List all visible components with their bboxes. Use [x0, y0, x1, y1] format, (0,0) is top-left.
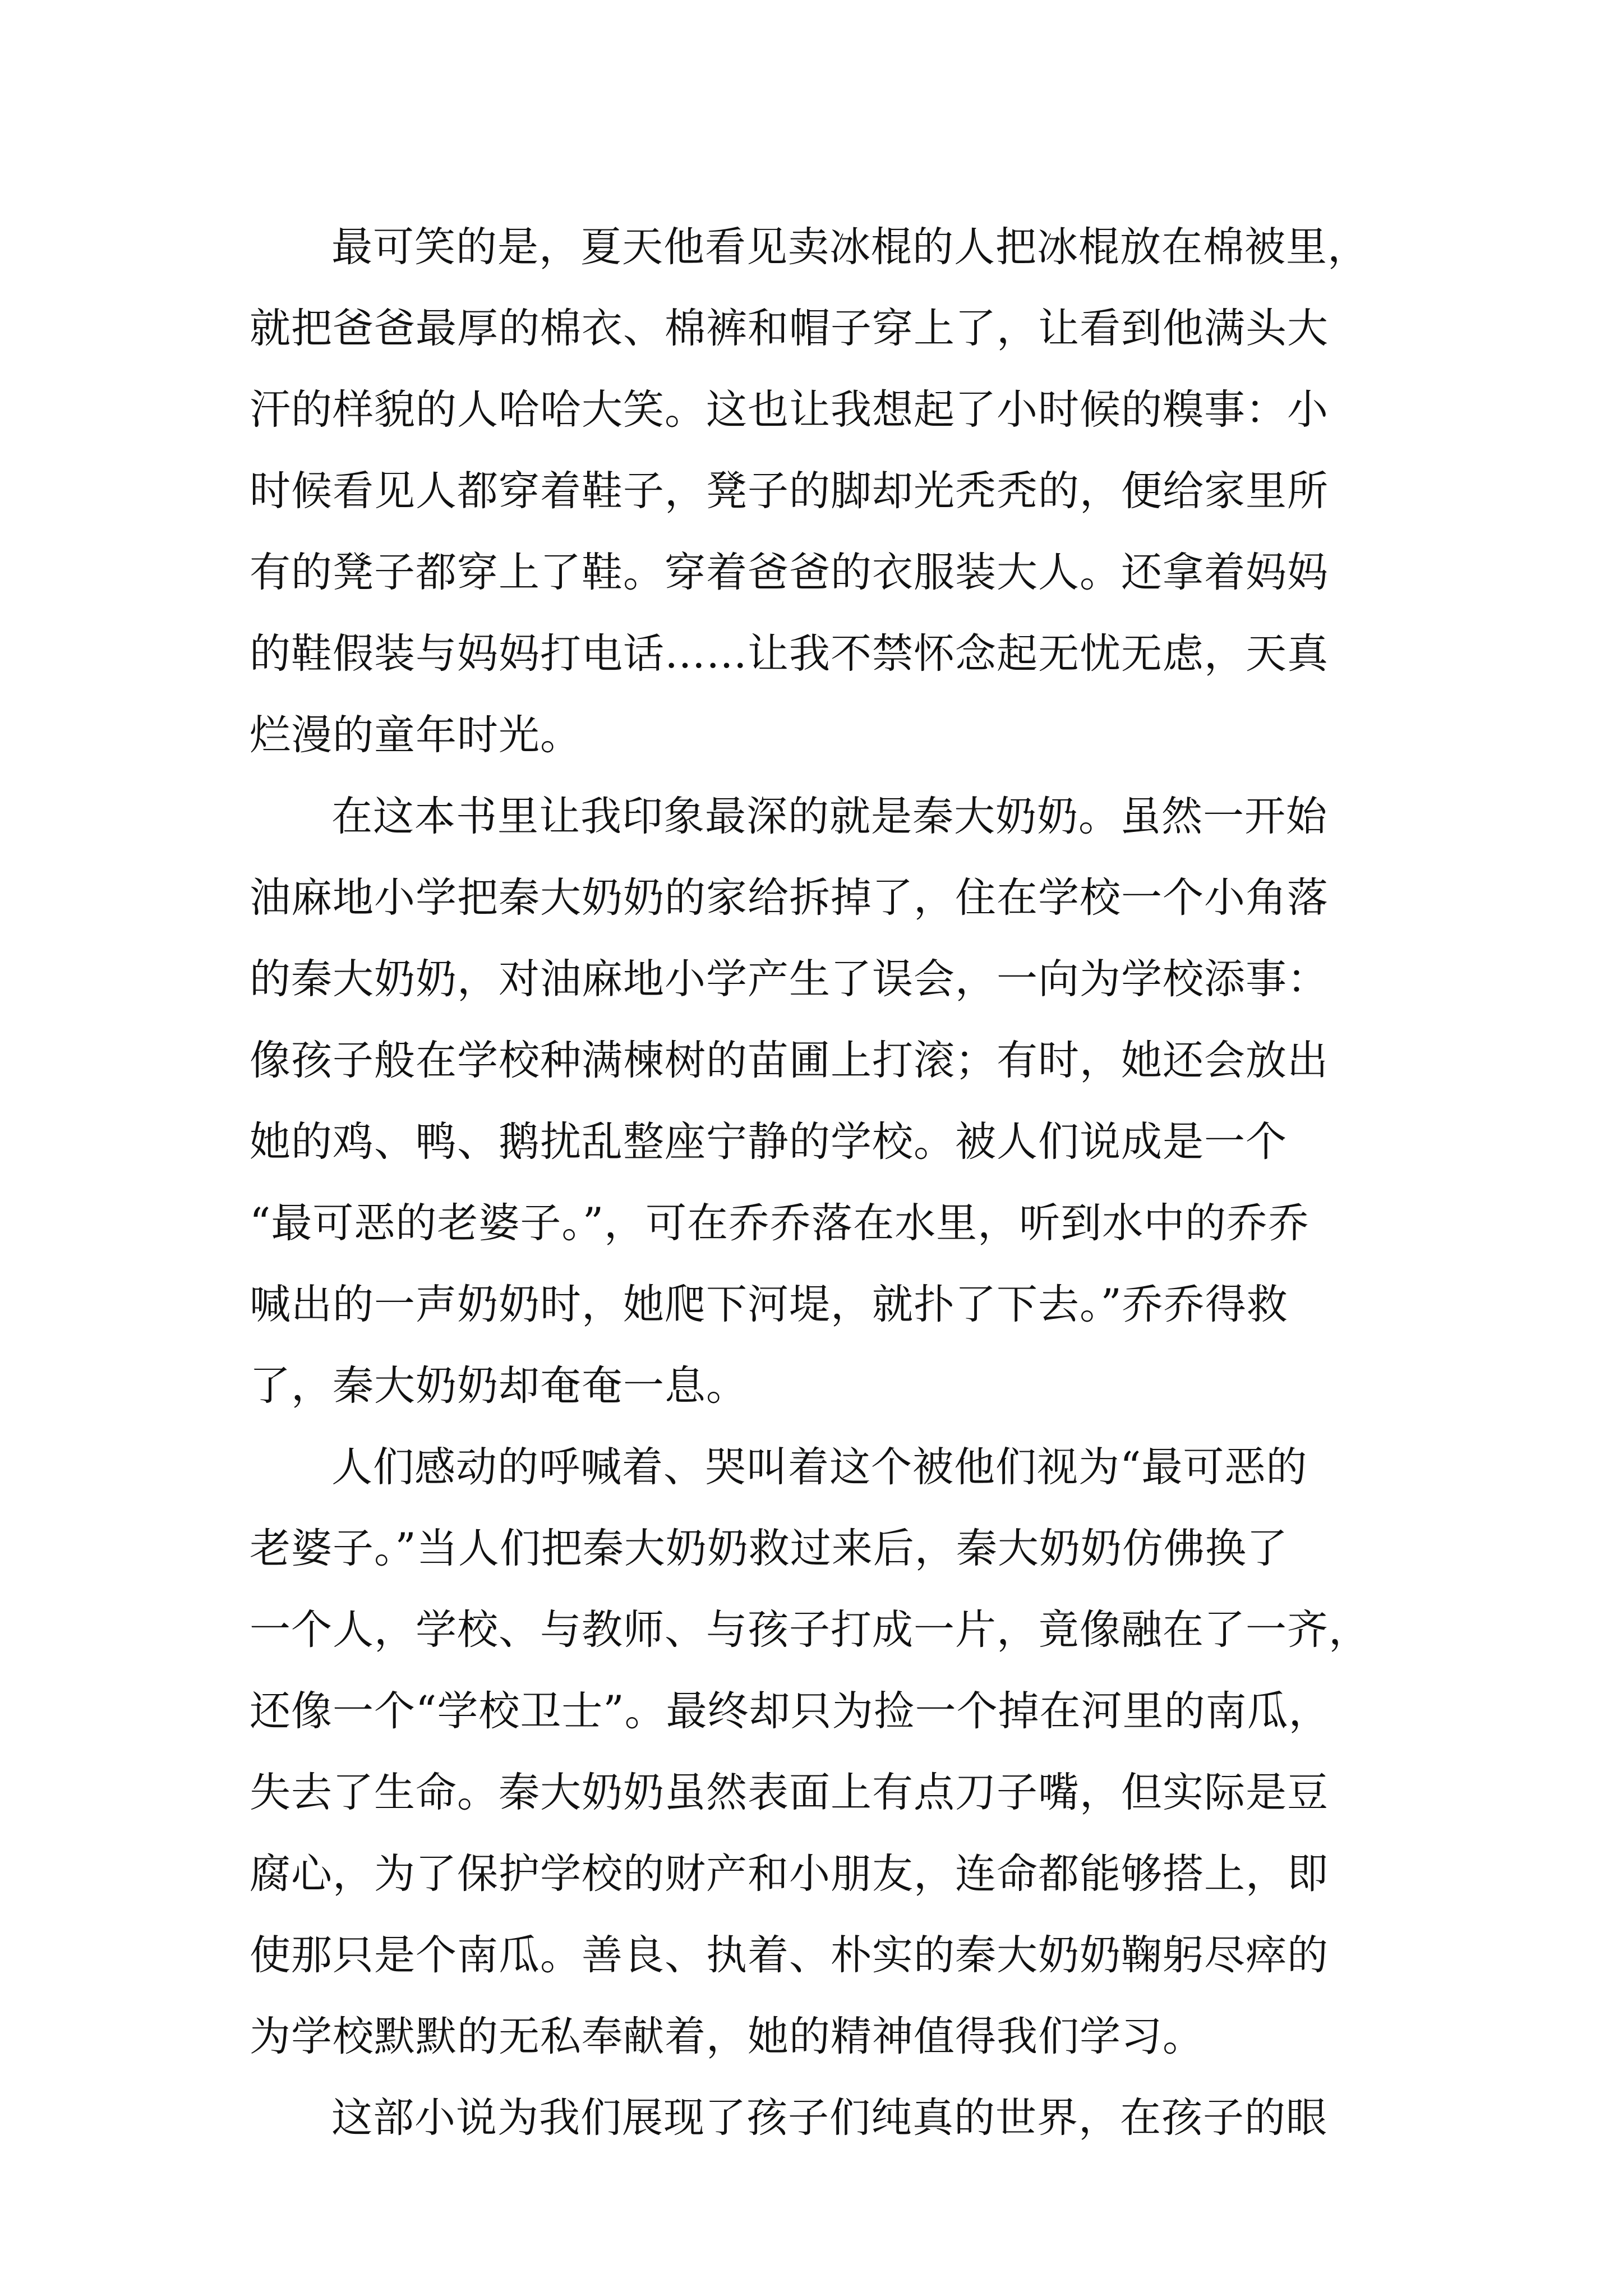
paragraph-1-line-6: 的鞋假装与妈妈打电话……让我不禁怀念起无忧无虑，天真	[250, 630, 1329, 678]
paragraph-2-line-7: 喊出的一声奶奶时，她爬下河堤，就扑了下去。”乔乔得救	[250, 1281, 1288, 1328]
paragraph-3-line-3: 一个人，学校、与教师、与孩子打成一片，竟像融在了一齐，	[250, 1606, 1370, 1654]
paragraph-2-line-3: 的秦大奶奶，对油麻地小学产生了误会，一向为学校添事：	[250, 955, 1329, 1003]
paragraph-3-line-5: 失去了生命。秦大奶奶虽然表面上有点刀子嘴，但实际是豆	[250, 1769, 1329, 1816]
paragraph-1-line-3: 汗的样貌的人哈哈大笑。这也让我想起了小时候的糗事：小	[250, 386, 1329, 434]
body-text	[250, 206, 1394, 2159]
paragraph-3-line-2: 老婆子。”当人们把秦大奶奶救过来后，秦大奶奶仿佛换了	[250, 1525, 1288, 1572]
paragraph-3-line-4: 还像一个“学校卫士”。最终却只为捡一个掉在河里的南瓜，	[250, 1687, 1330, 1735]
paragraph-1-line-7: 烂漫的童年时光。	[250, 711, 582, 759]
paragraph-3-line-7: 使那只是个南瓜。善良、执着、朴实的秦大奶奶鞠躬尽瘁的	[250, 1931, 1329, 1979]
paragraph-2-line-6: “最可恶的老婆子。”，可在乔乔落在水里，听到水中的乔乔	[250, 1199, 1310, 1247]
paragraph-1-line-5: 有的凳子都穿上了鞋。穿着爸爸的衣服装大人。还拿着妈妈	[250, 549, 1329, 596]
paragraph-2-line-1: 在这本书里让我印象最深的就是秦大奶奶。虽然一开始	[331, 793, 1327, 840]
paragraph-1-line-1: 最可笑的是，夏天他看见卖冰棍的人把冰棍放在棉被里，	[331, 223, 1369, 271]
paragraph-2-line-2: 油麻地小学把秦大奶奶的家给拆掉了，住在学校一个小角落	[250, 874, 1329, 922]
paragraph-3-line-8: 为学校默默的无私奉献着，她的精神值得我们学习。	[250, 2013, 1204, 2060]
paragraph-2-line-4: 像孩子般在学校种满楝树的苗圃上打滚；有时，她还会放出	[250, 1037, 1329, 1084]
paragraph-3-line-1: 人们感动的呼喊着、哭叫着这个被他们视为“最可恶的	[331, 1443, 1308, 1491]
paragraph-4-line-1: 这部小说为我们展现了孩子们纯真的世界，在孩子的眼	[331, 2094, 1327, 2142]
paragraph-1-line-2: 就把爸爸最厚的棉衣、棉裤和帽子穿上了，让看到他满头大	[250, 305, 1329, 352]
paragraph-1-line-4: 时候看见人都穿着鞋子，凳子的脚却光秃秃的，便给家里所	[250, 467, 1329, 515]
paragraph-2-line-5: 她的鸡、鸭、鹅扰乱整座宁静的学校。被人们说成是一个	[250, 1118, 1287, 1166]
paragraph-2-line-8: 了，秦大奶奶却奄奄一息。	[250, 1362, 748, 1410]
paragraph-3-line-6: 腐心，为了保护学校的财产和小朋友，连命都能够搭上，即	[250, 1850, 1329, 1898]
